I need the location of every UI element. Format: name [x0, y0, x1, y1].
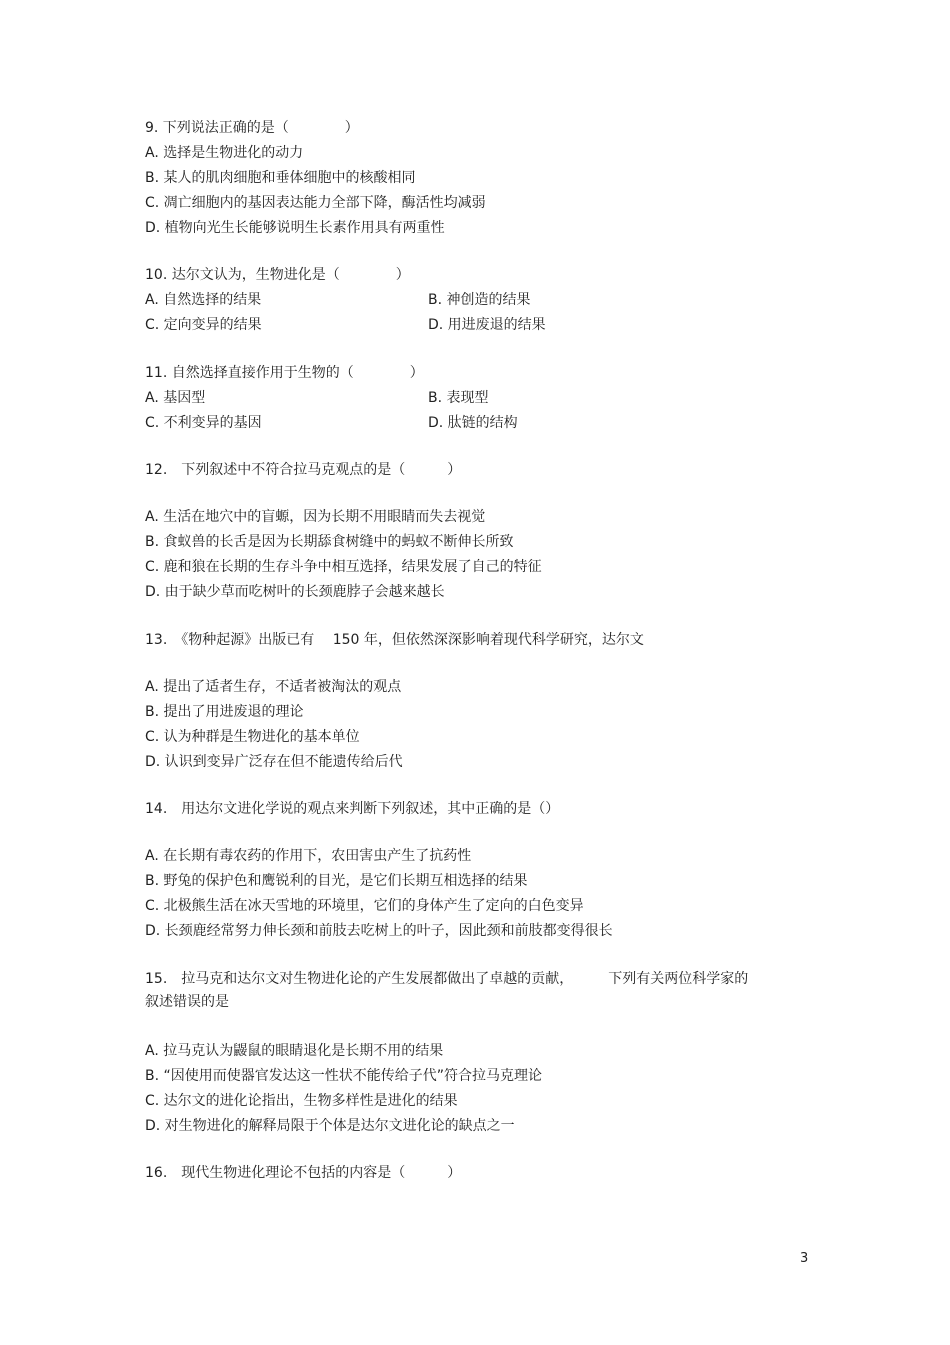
question-13-option-a: A. 提出了适者生存，不适者被淘汰的观点: [145, 679, 402, 695]
question-14-stem: 14. 用达尔文进化学说的观点来判断下列叙述，其中正确的是（）: [145, 801, 560, 817]
question-12-stem: 12. 下列叙述中不符合拉马克观点的是（ ）: [145, 462, 462, 478]
question-12-option-a: A. 生活在地穴中的盲螈，因为长期不用眼睛而失去视觉: [145, 509, 486, 525]
question-10-stem: 10. 达尔文认为，生物进化是（ ）: [145, 267, 410, 283]
question-13-option-d: D. 认识到变异广泛存在但不能遗传给后代: [145, 754, 403, 770]
question-15-option-a: A. 拉马克认为鼹鼠的眼睛退化是长期不用的结果: [145, 1043, 444, 1059]
question-11-option-a: A. 基因型: [145, 390, 206, 406]
page-number: 3: [800, 1251, 809, 1266]
question-12-option-d: D. 由于缺少草而吃树叶的长颈鹿脖子会越来越长: [145, 584, 445, 600]
question-14-option-a: A. 在长期有毒农药的作用下，农田害虫产生了抗药性: [145, 848, 472, 864]
question-9-option-c: C. 凋亡细胞内的基因表达能力全部下降，酶活性均减弱: [145, 195, 486, 211]
question-14-option-c: C. 北极熊生活在冰天雪地的环境里，它们的身体产生了定向的白色变异: [145, 898, 584, 914]
question-15-option-d: D. 对生物进化的解释局限于个体是达尔文进化论的缺点之一: [145, 1118, 515, 1134]
question-13-option-c: C. 认为种群是生物进化的基本单位: [145, 729, 360, 745]
question-15-option-b: B. “因使用而使器官发达这一性状不能传给子代”符合拉马克理论: [145, 1068, 543, 1084]
question-11-option-c: C. 不利变异的基因: [145, 415, 262, 431]
question-12-option-b: B. 食蚁兽的长舌是因为长期舔食树缝中的蚂蚁不断伸长所致: [145, 534, 514, 550]
question-16-stem: 16. 现代生物进化理论不包括的内容是（ ）: [145, 1165, 462, 1181]
question-10-option-c: C. 定向变异的结果: [145, 317, 262, 333]
question-15-stem-continued: 叙述错误的是: [145, 994, 229, 1010]
question-15-stem: 15. 拉马克和达尔文对生物进化论的产生发展都做出了卓越的贡献， 下列有关两位科学家的: [145, 971, 749, 987]
question-9-option-b: B. 某人的肌肉细胞和垂体细胞中的核酸相同: [145, 170, 416, 186]
question-13-option-b: B. 提出了用进废退的理论: [145, 704, 304, 720]
question-9-option-a: A. 选择是生物进化的动力: [145, 145, 304, 161]
question-14-option-d: D. 长颈鹿经常努力伸长颈和前肢去吃树上的叶子，因此颈和前肢都变得很长: [145, 923, 613, 939]
question-10-option-b: B. 神创造的结果: [428, 292, 531, 308]
question-10-option-d: D. 用进废退的结果: [428, 317, 546, 333]
question-15-option-c: C. 达尔文的进化论指出，生物多样性是进化的结果: [145, 1093, 458, 1109]
question-9-option-d: D. 植物向光生长能够说明生长素作用具有两重性: [145, 220, 445, 236]
question-14-option-b: B. 野兔的保护色和鹰锐利的目光，是它们长期互相选择的结果: [145, 873, 528, 889]
question-11-option-d: D. 肽链的结构: [428, 415, 518, 431]
question-10-option-a: A. 自然选择的结果: [145, 292, 262, 308]
question-9-stem: 9. 下列说法正确的是（ ）: [145, 120, 359, 136]
question-11-stem: 11. 自然选择直接作用于生物的（ ）: [145, 365, 424, 381]
question-11-option-b: B. 表现型: [428, 390, 489, 406]
question-13-stem: 13. 《物种起源》出版已有 150 年，但依然深深影响着现代科学研究，达尔文: [145, 632, 644, 648]
question-12-option-c: C. 鹿和狼在长期的生存斗争中相互选择，结果发展了自己的特征: [145, 559, 542, 575]
